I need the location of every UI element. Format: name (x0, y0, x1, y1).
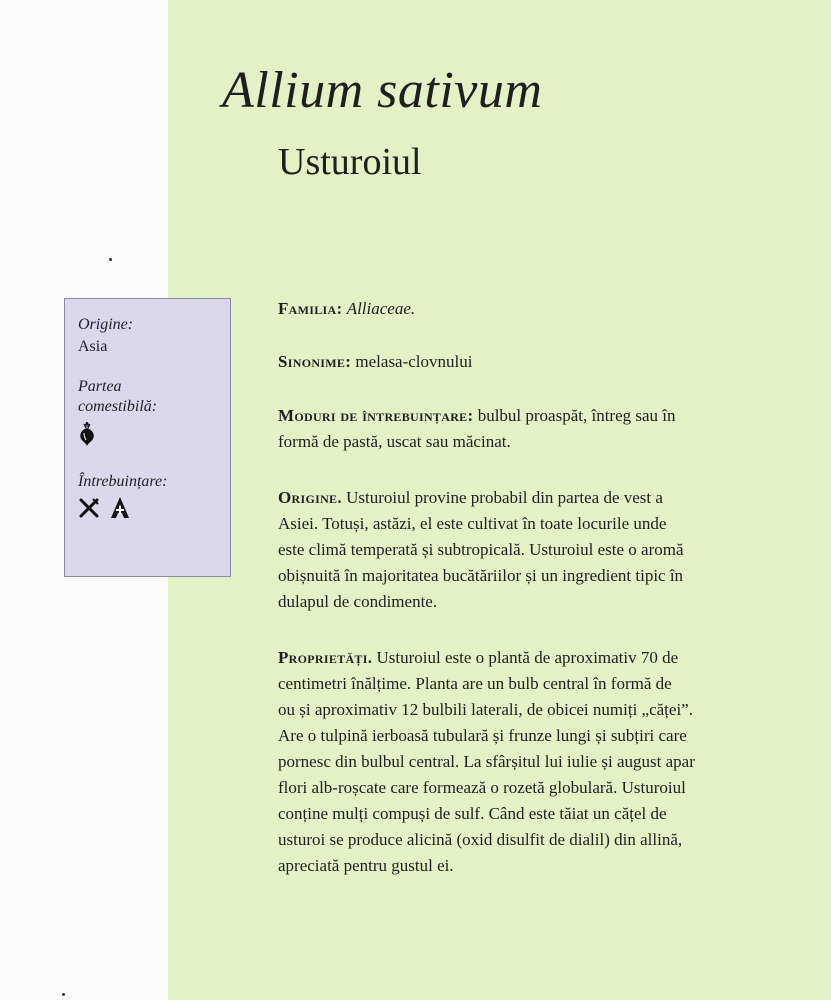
origin-group (78, 315, 218, 357)
edible-part-label-line2: comestibilă: (78, 398, 158, 415)
moduri-paragraph (278, 403, 788, 455)
sinonime-text: melasa-clovnului (355, 352, 473, 371)
origine-paragraph (278, 485, 788, 615)
sinonime-paragraph (278, 349, 788, 375)
origine-line-5: dulapul de condimente. (278, 592, 438, 611)
bulb-icon (78, 421, 96, 452)
proprietati-paragraph (278, 645, 788, 879)
cutlery-icon (78, 497, 100, 524)
proprietati-heading: Proprietăți. (278, 648, 373, 667)
proprietati-line-2: centimetri înălțime. Planta are un bulb central în formă de (278, 674, 672, 693)
familia-text: Alliaceae. (346, 299, 416, 318)
main-text (278, 296, 788, 879)
familia-paragraph (278, 296, 788, 322)
proprietati-line-9: apreciată pentru gustul ei. (278, 856, 454, 875)
origine-line-3: este climă temperată și subtropicală. Usturoiul este o aromă (278, 540, 684, 559)
origine-text-1: Usturoiul provine probabil din partea de vest a (346, 488, 663, 507)
edible-part-icons (78, 421, 218, 452)
proprietati-line-1 (278, 645, 788, 671)
usage-icons (78, 496, 218, 525)
moduri-line-1 (278, 403, 788, 429)
origin-value: Asia (78, 338, 108, 355)
familia-heading: Familia: (278, 299, 343, 318)
proprietati-line-5: pornesc din bulbul central. La sfârșitul lui iulie și august apar (278, 752, 695, 771)
proprietati-line-3: ou și aproximativ 12 bulbili laterali, de obicei numiți „căței”. (278, 700, 693, 719)
sinonime-heading: Sinonime: (278, 352, 352, 371)
proprietati-text-1: Usturoiul este o plantă de aproximativ 70 de (376, 648, 679, 667)
origin-label: Origine: (78, 316, 134, 333)
usage-label: Întrebuințare: (78, 473, 168, 490)
moduri-text-1: bulbul proaspăt, întreg sau în (477, 406, 676, 425)
moduri-line-2: formă de pastă, uscat sau măcinat. (278, 432, 511, 451)
origine-line-4: obișnuită în majoritatea bucătăriilor și un ingredient tipic în (278, 566, 684, 585)
latin-name-title: Allium sativum (222, 62, 543, 119)
origine-heading: Origine. (278, 488, 342, 507)
proprietati-line-8: usturoi se produce alicină (oxid disulfit de dialil) din allină, (278, 830, 683, 849)
origine-line-1 (278, 485, 788, 511)
usage-group (78, 472, 218, 525)
proprietati-line-6: flori alb-roșcate care formează o rozetă globulară. Usturoiul (278, 778, 686, 797)
moduri-heading: Moduri de întrebuințare: (278, 406, 474, 425)
speck-mark (62, 993, 65, 996)
origine-line-2: Asiei. Totuși, astăzi, el este cultivat în toate locurile unde (278, 514, 667, 533)
speck-mark (109, 258, 112, 261)
edible-part-group (78, 377, 218, 452)
pharmacy-icon (108, 496, 132, 525)
proprietati-line-7: conține mulți compuși de sulf. Când este tăiat un cățel de (278, 804, 667, 823)
proprietati-line-4: Are o tulpină ierboasă tubulară și frunze lungi și subțiri care (278, 726, 687, 745)
info-box (64, 298, 231, 577)
edible-part-label-line1: Partea (78, 378, 122, 395)
common-name-title: Usturoiul (278, 141, 422, 183)
